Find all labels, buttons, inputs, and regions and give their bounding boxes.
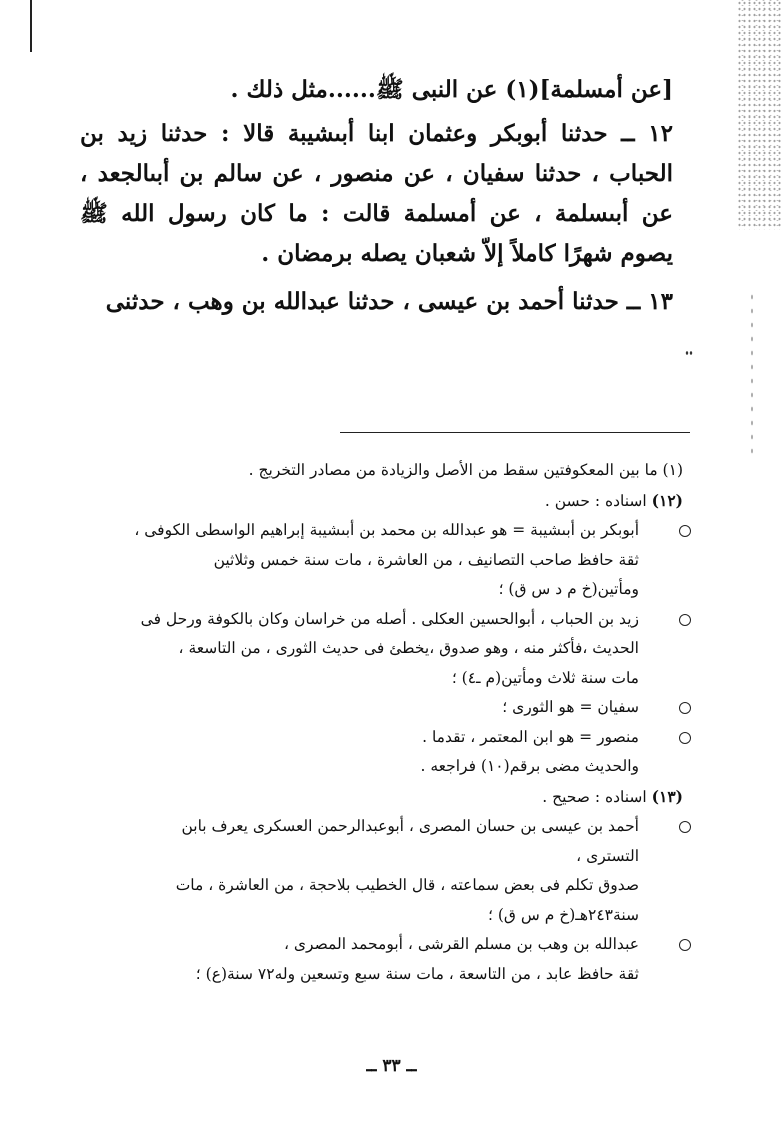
- narrator-line: التسترى ،: [576, 846, 639, 865]
- footnote-1: (١) ما بين المعكوفتين سقط من الأصل والزيادة من مصادر التخريج .: [248, 461, 683, 479]
- circle-bullet-icon: [679, 525, 691, 537]
- circle-bullet-icon: [679, 732, 691, 744]
- narrator-zayd: [82, 605, 683, 694]
- hadith-13: ١٣ ــ حدثنا أحمد بن عيسى ، حدثنا عبدالله بن وهب ، حدثنى: [105, 288, 673, 315]
- narrator-line: سفيان = هو الثورى ؛: [502, 698, 639, 716]
- scan-speckles: [749, 290, 755, 460]
- narrator-abu-bakr: [82, 516, 683, 605]
- circle-bullet-icon: [679, 939, 691, 951]
- previous-hadith-note: والحديث مضى برقم(١٠) فراجعه .: [420, 757, 639, 775]
- circle-bullet-icon: [679, 821, 691, 833]
- isnad-12: [82, 486, 683, 517]
- narrator-line: سنة٢٤٣هـ(خ م س ق) ؛: [488, 905, 639, 924]
- hadith-12: ١٢ ــ حدثنا أبوبكر وعثمان ابنا أبىشيبة قالا : حدثنا زيد بن الحباب ، حدثنا سفيان ، عن منصور ، عن سالم بن أبىالجعد ، عن أبىسلمة ، عن أمسلمة قالت : ما كان رسول الله ﷺ يصوم شهرًا كاملاً إلاّ شعبان يصله برمضان .: [80, 120, 673, 267]
- narrator-ahmad: [82, 812, 683, 930]
- main-text: [80, 70, 673, 330]
- narrator-line: أحمد بن عيسى بن حسان المصرى ، أبوعبدالرحمن العسكرى يعرف بابن: [181, 817, 639, 835]
- page-number: ــ ٣٣ ــ: [366, 1056, 417, 1076]
- narrator-line: عبدالله بن وهب بن مسلم القرشى ، أبومحمد المصرى ،: [283, 935, 639, 953]
- isnad-13: [82, 782, 683, 813]
- isnad-12-text: اسناده : حسن .: [544, 491, 652, 510]
- isnad-13-label: (١٣): [651, 786, 683, 806]
- continuation-dots: [685, 350, 693, 356]
- narrator-mansur: [82, 723, 683, 753]
- narrator-line: مات سنة ثلاث ومأتين(م ـ٤) ؛: [451, 668, 639, 687]
- scan-edge-left: [30, 0, 32, 52]
- narrator-line: أبوبكر بن أبىشيبة = هو عبدالله بن محمد بن أبىشيبة إبراهيم الواسطى الكوفى ،: [134, 521, 639, 539]
- circle-bullet-icon: [679, 614, 691, 626]
- circle-bullet-icon: [679, 702, 691, 714]
- narrator-sufyan: [82, 693, 683, 723]
- narrator-line: ثقة حافظ صاحب التصانيف ، من العاشرة ، مات سنة خمس وثلاثين: [213, 550, 639, 569]
- narrator-line: ثقة حافظ عابد ، من التاسعة ، مات سنة سبع وتسعين وله٧٢ سنة(ع) ؛: [195, 964, 639, 983]
- narrator-line: زيد بن الحباب ، أبوالحسين العكلى . أصله من خراسان وكان بالكوفة ورحل فى: [140, 609, 639, 628]
- footnotes: [82, 456, 683, 989]
- narrator-line: صدوق تكلم فى بعض سماعته ، قال الخطيب بلاحجة ، من العاشرة ، مات: [175, 876, 639, 894]
- narrator-abdullah: [82, 930, 683, 989]
- isnad-13-text: اسناده : صحيح .: [542, 787, 652, 806]
- narrator-line: الحديث ،فأكثر منه ، وهو صدوق ،يخطئ فى حديث الثورى ، من التاسعة ،: [178, 639, 639, 657]
- narrator-line: ومأتين(خ م د س ق) ؛: [498, 580, 639, 598]
- isnad-12-label: (١٢): [651, 490, 683, 510]
- narrator-line: منصور = هو ابن المعتمر ، تقدما .: [422, 727, 639, 746]
- scan-edge-right: [737, 0, 783, 230]
- footnote-divider: [340, 432, 690, 433]
- intro-line: [عن أمسلمة](١) عن النبى ﷺ......مثل ذلك .: [230, 76, 673, 103]
